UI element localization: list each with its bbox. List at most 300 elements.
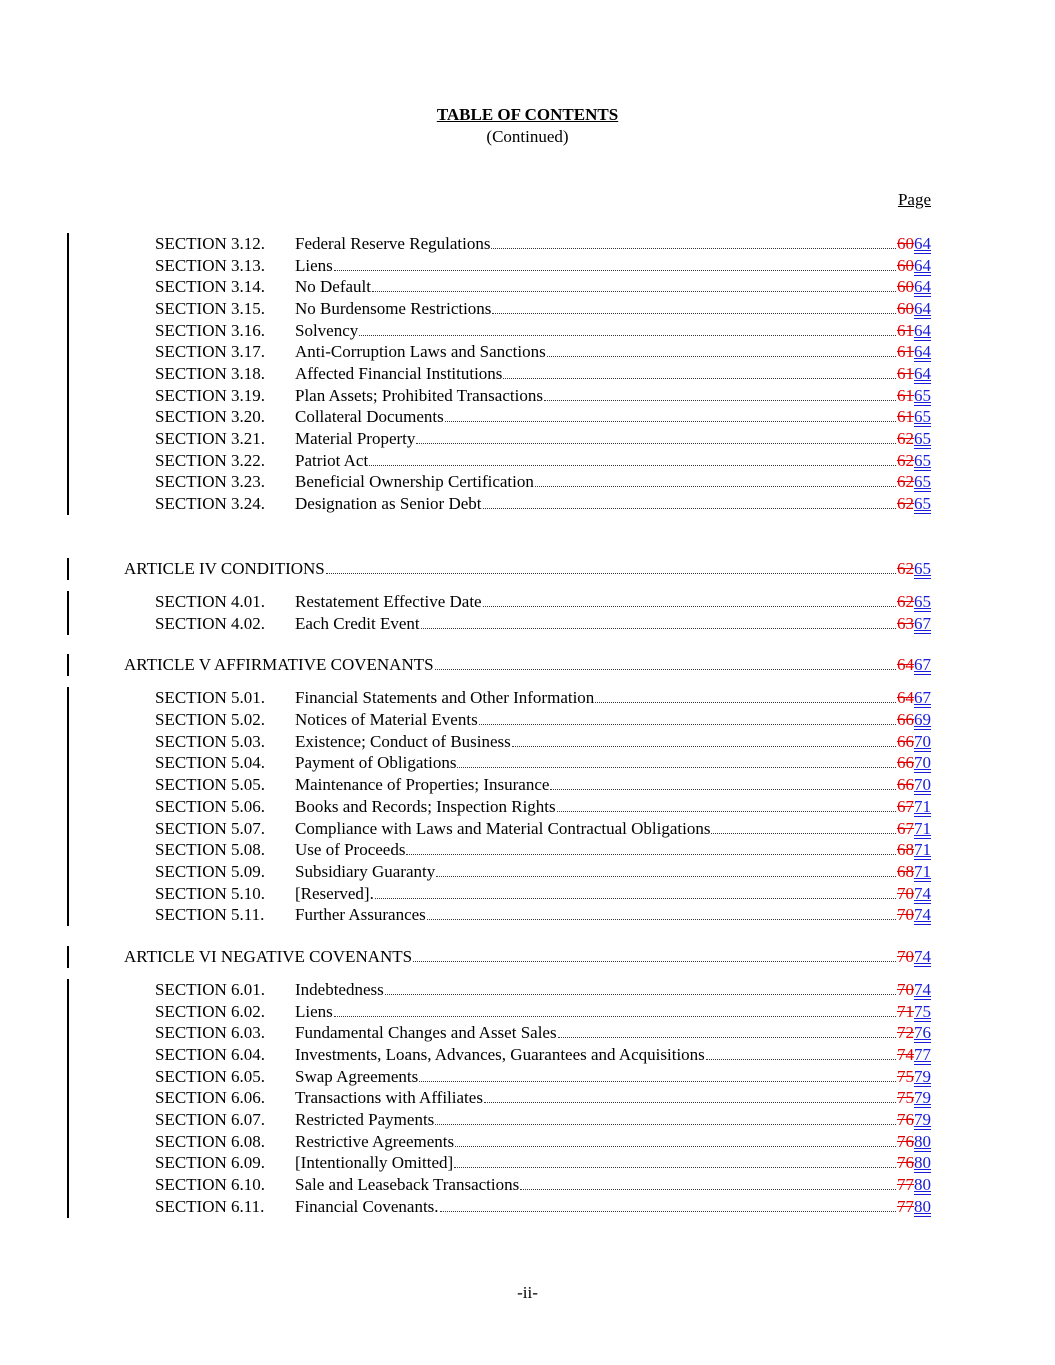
toc-entry-link[interactable] (295, 406, 931, 428)
change-bar (67, 774, 69, 796)
section-number: SECTION 3.23. (155, 472, 266, 491)
section-title: [Intentionally Omitted] (295, 1153, 454, 1172)
toc-section-row (0, 493, 1055, 515)
dot-leader (483, 605, 896, 607)
toc-section-row (0, 818, 1055, 840)
toc-section-row (0, 320, 1055, 342)
toc-entry-link[interactable] (295, 1109, 931, 1131)
toc-section-row (0, 1066, 1055, 1088)
deleted-page-number: 77 (897, 1197, 914, 1216)
change-bar (67, 979, 69, 1001)
change-bar (67, 654, 69, 676)
change-bar (67, 298, 69, 320)
toc-entry-link[interactable] (295, 731, 931, 753)
deleted-page-number: 60 (897, 299, 914, 318)
toc-entry-link[interactable] (295, 341, 931, 363)
toc-entry-link[interactable] (295, 1066, 931, 1088)
toc-section-row (0, 341, 1055, 363)
inserted-page-number[interactable]: 77 (914, 1045, 931, 1064)
deleted-page-number: 77 (897, 1175, 914, 1194)
section-number: SECTION 5.05. (155, 775, 266, 794)
section-number: SECTION 6.10. (155, 1175, 266, 1194)
section-number: SECTION 5.09. (155, 862, 266, 881)
toc-entry-link[interactable] (295, 1174, 931, 1196)
section-title: Restrictive Agreements (295, 1132, 455, 1151)
inserted-page-number[interactable]: 67 (914, 655, 931, 674)
toc-section-row (0, 1196, 1055, 1218)
section-number: SECTION 4.02. (155, 614, 266, 633)
toc-entry-link[interactable] (295, 687, 931, 709)
toc-article-row (0, 654, 1055, 676)
toc-entry-link[interactable] (295, 818, 931, 840)
section-title: Designation as Senior Debt (295, 494, 482, 513)
section-title: Books and Records; Inspection Rights (295, 797, 556, 816)
section-title: Restatement Effective Date (295, 592, 482, 611)
page-reference (897, 904, 931, 926)
section-number: SECTION 6.11. (155, 1197, 265, 1216)
page-reference (897, 276, 931, 298)
dot-leader (711, 832, 896, 834)
inserted-page-number[interactable]: 65 (914, 451, 931, 470)
section-title: Liens (295, 256, 333, 275)
page-reference (897, 320, 931, 342)
toc-entry-link[interactable] (295, 861, 931, 883)
change-bar (67, 406, 69, 428)
inserted-page-number[interactable]: 79 (914, 1088, 931, 1107)
dot-leader (706, 1058, 896, 1060)
change-bar (67, 471, 69, 493)
page-reference (897, 1152, 931, 1174)
page-reference (897, 709, 931, 731)
section-number: SECTION 5.07. (155, 819, 266, 838)
toc-section-row (0, 687, 1055, 709)
section-title: Plan Assets; Prohibited Transactions (295, 386, 543, 405)
change-bar (67, 1087, 69, 1109)
toc-entry-link[interactable] (295, 1044, 931, 1066)
change-bar (67, 818, 69, 840)
change-bar (67, 255, 69, 277)
section-title: Payment of Obligations (295, 753, 457, 772)
section-number: SECTION 3.20. (155, 407, 266, 426)
inserted-page-number[interactable]: 71 (914, 797, 931, 816)
page-reference (897, 591, 931, 613)
inserted-page-number[interactable]: 71 (914, 840, 931, 859)
page-reference (897, 450, 931, 472)
deleted-page-number: 67 (897, 797, 914, 816)
toc-section-row (0, 1001, 1055, 1023)
toc-entry-link[interactable] (295, 255, 931, 277)
section-title: Each Credit Event (295, 614, 420, 633)
toc-entry-link[interactable] (295, 363, 931, 385)
dot-leader (435, 1123, 896, 1125)
section-number: SECTION 3.19. (155, 386, 266, 405)
page-reference (897, 298, 931, 320)
toc-entry-link[interactable] (295, 1001, 931, 1023)
toc-entry-link[interactable] (295, 298, 931, 320)
page-reference (897, 1044, 931, 1066)
page-reference (897, 471, 931, 493)
toc-entry-link[interactable] (295, 774, 931, 796)
deleted-page-number: 61 (897, 321, 914, 340)
inserted-page-number[interactable]: 65 (914, 429, 931, 448)
toc-section-row (0, 471, 1055, 493)
change-bar (67, 428, 69, 450)
toc-entry-link[interactable] (295, 428, 931, 450)
section-title: Further Assurances (295, 905, 426, 924)
change-bar (67, 861, 69, 883)
dot-leader (454, 1166, 896, 1168)
inserted-page-number[interactable]: 70 (914, 732, 931, 751)
page-reference (897, 687, 931, 709)
deleted-page-number: 76 (897, 1110, 914, 1129)
change-bar (67, 752, 69, 774)
page-reference (897, 558, 931, 580)
toc-section-row (0, 861, 1055, 883)
inserted-page-number[interactable]: 75 (914, 1002, 931, 1021)
inserted-page-number[interactable]: 80 (914, 1153, 931, 1172)
toc-entry-link[interactable] (124, 558, 931, 580)
dot-leader (544, 399, 896, 401)
toc-entry-link[interactable] (295, 839, 931, 861)
dot-leader (416, 442, 896, 444)
deleted-page-number: 76 (897, 1153, 914, 1172)
toc-title: TABLE OF CONTENTS (436, 105, 619, 124)
toc-section-row (0, 731, 1055, 753)
section-title: Swap Agreements (295, 1067, 419, 1086)
section-title: Liens (295, 1002, 333, 1021)
inserted-page-number[interactable]: 64 (914, 299, 931, 318)
toc-entry-link[interactable] (295, 385, 931, 407)
change-bar (67, 904, 69, 926)
page-reference (897, 363, 931, 385)
page-reference (897, 385, 931, 407)
toc-entry-link[interactable] (295, 591, 931, 613)
dot-leader (406, 853, 896, 855)
inserted-page-number[interactable]: 64 (914, 364, 931, 383)
deleted-page-number: 60 (897, 277, 914, 296)
page-reference (897, 1087, 931, 1109)
page-reference (897, 774, 931, 796)
deleted-page-number: 60 (897, 256, 914, 275)
toc-entry-link[interactable] (295, 979, 931, 1001)
section-title: Existence; Conduct of Business (295, 732, 511, 751)
change-bar (67, 796, 69, 818)
deleted-page-number: 75 (897, 1067, 914, 1086)
toc-entry-link[interactable] (295, 233, 931, 255)
section-title: No Burdensome Restrictions (295, 299, 492, 318)
deleted-page-number: 63 (897, 614, 914, 633)
deleted-page-number: 66 (897, 732, 914, 751)
section-number: SECTION 6.03. (155, 1023, 266, 1042)
change-bar (67, 320, 69, 342)
toc-entry-link[interactable] (295, 613, 931, 635)
inserted-page-number[interactable]: 79 (914, 1110, 931, 1129)
dot-leader (445, 420, 896, 422)
deleted-page-number: 62 (897, 472, 914, 491)
toc-entry-link[interactable] (295, 276, 931, 298)
dot-leader (457, 766, 896, 768)
toc-entry-link[interactable] (295, 709, 931, 731)
dot-leader (550, 788, 896, 790)
change-bar (67, 731, 69, 753)
dot-leader (427, 918, 896, 920)
inserted-page-number[interactable]: 67 (914, 614, 931, 633)
section-title: Financial Covenants. (295, 1197, 439, 1216)
inserted-page-number[interactable]: 64 (914, 234, 931, 253)
page-reference (897, 1109, 931, 1131)
inserted-page-number[interactable]: 80 (914, 1175, 931, 1194)
page-reference (897, 979, 931, 1001)
dot-leader (595, 701, 896, 703)
change-bar (67, 363, 69, 385)
section-number: SECTION 5.04. (155, 753, 266, 772)
change-bar (67, 839, 69, 861)
dot-leader (372, 290, 896, 292)
toc-section-row (0, 839, 1055, 861)
inserted-page-number[interactable]: 71 (914, 862, 931, 881)
deleted-page-number: 62 (897, 429, 914, 448)
change-bar (67, 709, 69, 731)
deleted-page-number: 70 (897, 905, 914, 924)
toc-article-row (0, 946, 1055, 968)
inserted-page-number[interactable]: 65 (914, 559, 931, 578)
toc-section-row (0, 255, 1055, 277)
article-title: ARTICLE V AFFIRMATIVE COVENANTS (124, 655, 434, 674)
section-title: Notices of Material Events (295, 710, 478, 729)
dot-leader (520, 1188, 896, 1190)
inserted-page-number[interactable]: 67 (914, 688, 931, 707)
change-bar (67, 1066, 69, 1088)
toc-entry-link[interactable] (295, 883, 931, 905)
change-bar (67, 493, 69, 515)
section-title: Use of Proceeds (295, 840, 406, 859)
inserted-page-number[interactable]: 69 (914, 710, 931, 729)
change-bar (67, 946, 69, 968)
inserted-page-number[interactable]: 64 (914, 342, 931, 361)
section-number: SECTION 5.03. (155, 732, 266, 751)
section-number: SECTION 3.22. (155, 451, 266, 470)
page-footer-number: -ii- (517, 1283, 538, 1302)
page-reference (897, 1174, 931, 1196)
change-bar (67, 1022, 69, 1044)
page-reference (897, 613, 931, 635)
toc-entry-link[interactable] (295, 493, 931, 515)
inserted-page-number[interactable]: 65 (914, 494, 931, 513)
change-bar (67, 1044, 69, 1066)
section-number: SECTION 6.05. (155, 1067, 266, 1086)
deleted-page-number: 61 (897, 342, 914, 361)
toc-section-row (0, 752, 1055, 774)
change-bar (67, 276, 69, 298)
toc-section-row (0, 904, 1055, 926)
toc-entry-link[interactable] (295, 1022, 931, 1044)
inserted-page-number[interactable]: 71 (914, 819, 931, 838)
dot-leader (435, 668, 896, 670)
page-reference (897, 1066, 931, 1088)
toc-entry-link[interactable] (295, 471, 931, 493)
inserted-page-number[interactable]: 79 (914, 1067, 931, 1086)
page-reference (897, 839, 931, 861)
inserted-page-number[interactable]: 74 (914, 980, 931, 999)
section-number: SECTION 3.15. (155, 299, 266, 318)
toc-section-row (0, 591, 1055, 613)
toc-section-row (0, 276, 1055, 298)
section-title: Financial Statements and Other Information (295, 688, 595, 707)
section-number: SECTION 6.08. (155, 1132, 266, 1151)
inserted-page-number[interactable]: 65 (914, 472, 931, 491)
toc-section-row (0, 298, 1055, 320)
dot-leader (359, 334, 896, 336)
dot-leader (385, 993, 896, 995)
page-reference (897, 255, 931, 277)
section-number: SECTION 4.01. (155, 592, 266, 611)
section-title: Subsidiary Guaranty (295, 862, 436, 881)
dot-leader (484, 1101, 896, 1103)
deleted-page-number: 62 (897, 451, 914, 470)
section-number: SECTION 3.18. (155, 364, 266, 383)
section-title: Collateral Documents (295, 407, 444, 426)
toc-entry-link[interactable] (295, 1196, 931, 1218)
toc-section-row (0, 883, 1055, 905)
dot-leader (413, 960, 896, 962)
inserted-page-number[interactable]: 70 (914, 775, 931, 794)
section-title: Sale and Leaseback Transactions (295, 1175, 520, 1194)
dot-leader (535, 485, 896, 487)
change-bar (67, 233, 69, 255)
toc-section-row (0, 1044, 1055, 1066)
toc-entry-link[interactable] (295, 1152, 931, 1174)
change-bar (67, 1131, 69, 1153)
page-reference (897, 406, 931, 428)
section-title: Material Property (295, 429, 416, 448)
change-bar (67, 1001, 69, 1023)
toc-section-row (0, 363, 1055, 385)
toc-section-row (0, 1174, 1055, 1196)
deleted-page-number: 75 (897, 1088, 914, 1107)
inserted-page-number[interactable]: 74 (914, 884, 931, 903)
page-reference (897, 861, 931, 883)
dot-leader (334, 1015, 896, 1017)
dot-leader (503, 377, 896, 379)
section-title: Solvency (295, 321, 359, 340)
inserted-page-number[interactable]: 76 (914, 1023, 931, 1042)
change-bar (67, 1174, 69, 1196)
toc-section-row (0, 774, 1055, 796)
change-bar (67, 613, 69, 635)
deleted-page-number: 68 (897, 840, 914, 859)
inserted-page-number[interactable]: 65 (914, 386, 931, 405)
page-reference (897, 731, 931, 753)
deleted-page-number: 64 (897, 688, 914, 707)
section-title: Patriot Act (295, 451, 369, 470)
dot-leader (455, 1145, 896, 1147)
inserted-page-number[interactable]: 74 (914, 947, 931, 966)
toc-section-row (0, 428, 1055, 450)
toc-section-row (0, 796, 1055, 818)
inserted-page-number[interactable]: 70 (914, 753, 931, 772)
section-title: Beneficial Ownership Certification (295, 472, 534, 491)
article-title: ARTICLE IV CONDITIONS (124, 559, 325, 578)
toc-entry-link[interactable] (295, 752, 931, 774)
inserted-page-number[interactable]: 64 (914, 277, 931, 296)
section-title: Maintenance of Properties; Insurance (295, 775, 550, 794)
toc-entry-link[interactable] (295, 1131, 931, 1153)
toc-section-row (0, 450, 1055, 472)
inserted-page-number[interactable]: 65 (914, 407, 931, 426)
toc-section-row (0, 233, 1055, 255)
dot-leader (557, 810, 896, 812)
inserted-page-number[interactable]: 80 (914, 1132, 931, 1151)
toc-section-row (0, 709, 1055, 731)
toc-entry-link[interactable] (124, 654, 931, 676)
change-bar (67, 1196, 69, 1218)
deleted-page-number: 70 (897, 980, 914, 999)
article-title: ARTICLE VI NEGATIVE COVENANTS (124, 947, 413, 966)
deleted-page-number: 72 (897, 1023, 914, 1042)
deleted-page-number: 67 (897, 819, 914, 838)
inserted-page-number[interactable]: 65 (914, 592, 931, 611)
toc-subtitle: (Continued) (486, 127, 569, 146)
section-title: [Reserved]. (295, 884, 374, 903)
deleted-page-number: 74 (897, 1045, 914, 1064)
toc-section-row (0, 1087, 1055, 1109)
dot-leader (369, 464, 896, 466)
page-column-label: Page (897, 190, 931, 209)
change-bar (67, 385, 69, 407)
toc-entry-link[interactable] (124, 946, 931, 968)
page-reference (897, 233, 931, 255)
section-number: SECTION 6.07. (155, 1110, 266, 1129)
change-bar (67, 883, 69, 905)
page-reference (897, 796, 931, 818)
section-title: Restricted Payments (295, 1110, 435, 1129)
toc-article-row (0, 558, 1055, 580)
page-reference (897, 1022, 931, 1044)
dot-leader (421, 627, 896, 629)
section-number: SECTION 3.24. (155, 494, 266, 513)
page-reference (897, 428, 931, 450)
toc-entry-link[interactable] (295, 1087, 931, 1109)
deleted-page-number: 61 (897, 407, 914, 426)
deleted-page-number: 66 (897, 710, 914, 729)
toc-entry-link[interactable] (295, 450, 931, 472)
inserted-page-number[interactable]: 80 (914, 1197, 931, 1216)
dot-leader (483, 507, 897, 509)
toc-section-row (0, 613, 1055, 635)
section-number: SECTION 5.06. (155, 797, 266, 816)
deleted-page-number: 71 (897, 1002, 914, 1021)
deleted-page-number: 61 (897, 364, 914, 383)
toc-entry-link[interactable] (295, 904, 931, 926)
toc-entry-link[interactable] (295, 320, 931, 342)
deleted-page-number: 68 (897, 862, 914, 881)
toc-entry-link[interactable] (295, 796, 931, 818)
change-bar (67, 341, 69, 363)
section-title: Fundamental Changes and Asset Sales (295, 1023, 557, 1042)
section-number: SECTION 5.10. (155, 884, 266, 903)
inserted-page-number[interactable]: 74 (914, 905, 931, 924)
dot-leader (547, 355, 896, 357)
change-bar (67, 1152, 69, 1174)
dot-leader (512, 745, 896, 747)
section-title: Federal Reserve Regulations (295, 234, 491, 253)
page-reference (897, 493, 931, 515)
inserted-page-number[interactable]: 64 (914, 256, 931, 275)
inserted-page-number[interactable]: 64 (914, 321, 931, 340)
section-number: SECTION 5.01. (155, 688, 266, 707)
dot-leader (334, 269, 896, 271)
section-number: SECTION 6.06. (155, 1088, 266, 1107)
